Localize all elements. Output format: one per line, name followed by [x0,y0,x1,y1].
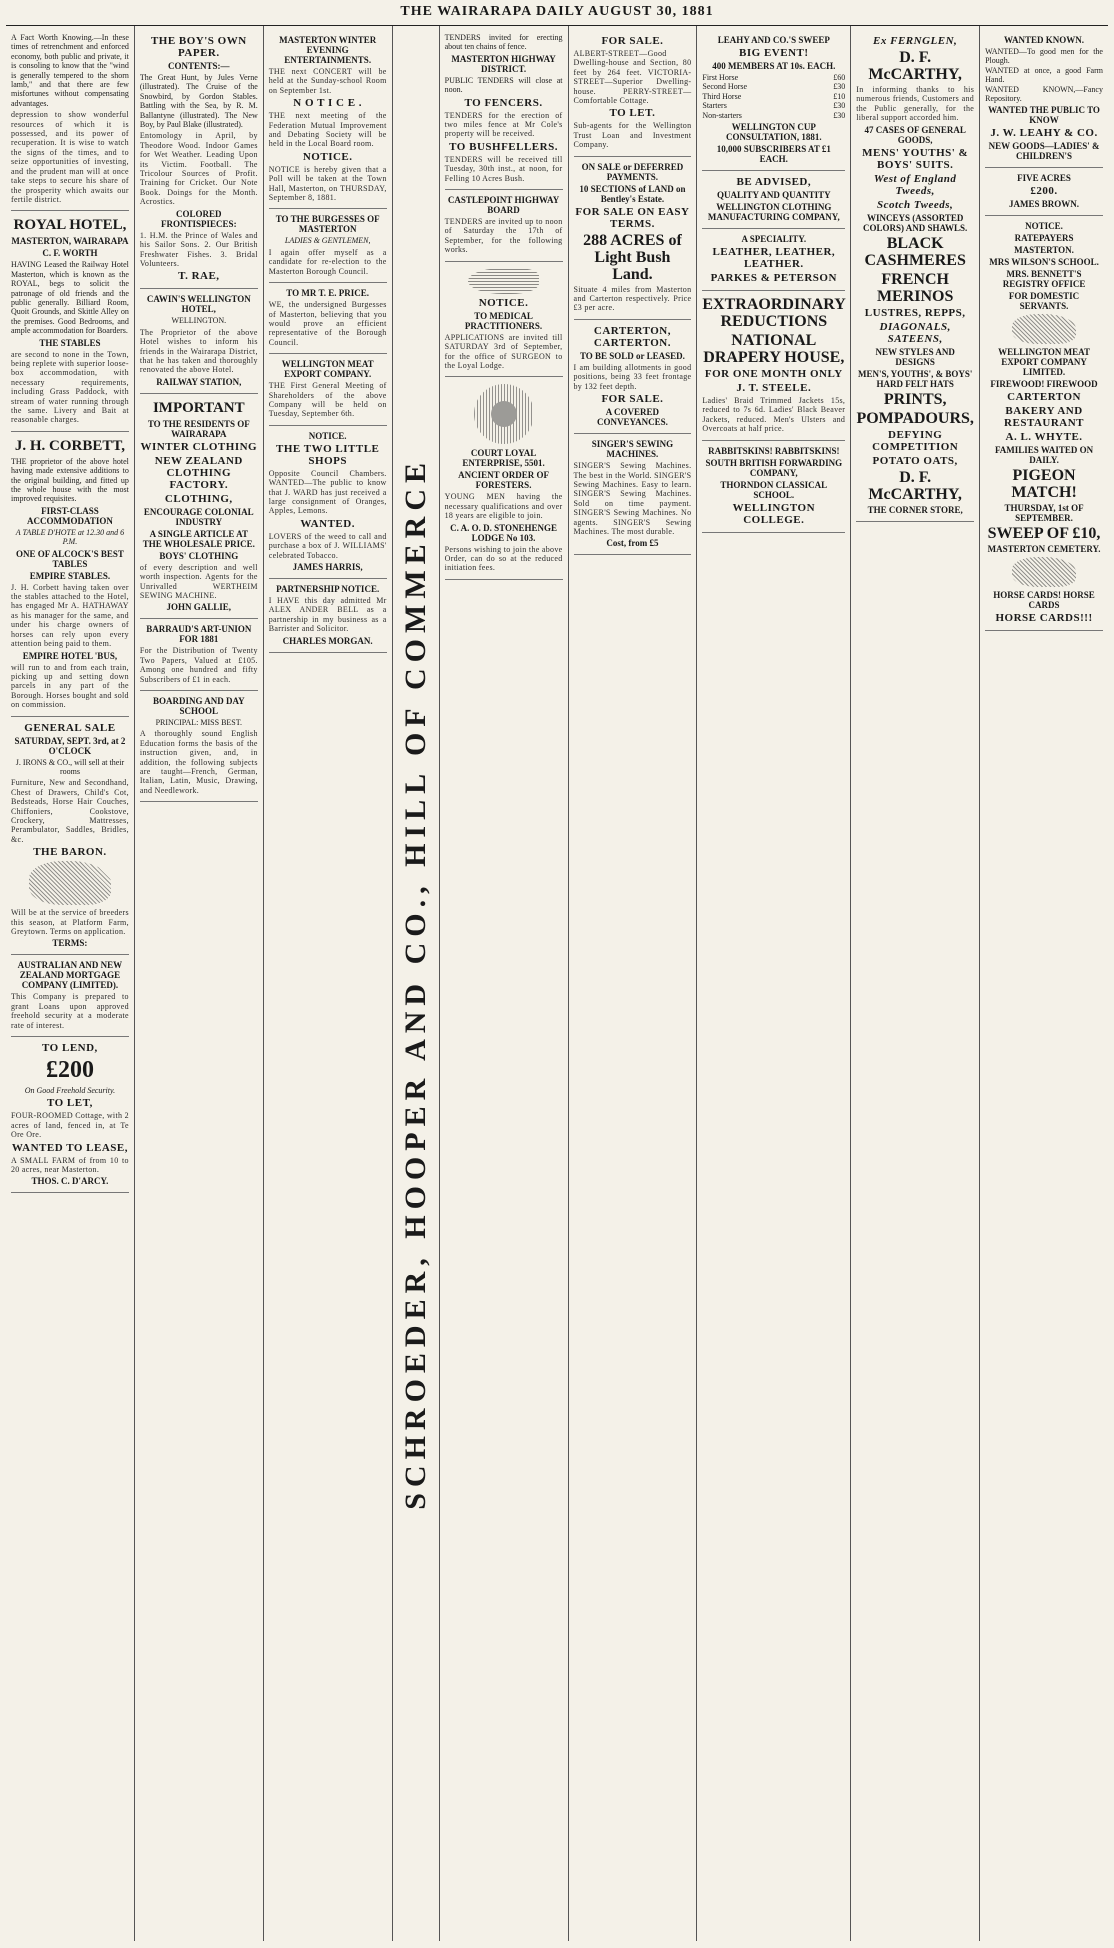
to-mr-price-heading: TO MR T. E. PRICE. [286,288,370,299]
boys-own-title: THE BOY'S OWN PAPER. [150,35,247,59]
column-5 [569,26,698,1941]
easy-terms-heading: FOR SALE ON EASY TERMS. [575,205,690,230]
stallion-notice: NOTICE. [1025,221,1063,232]
five-acres-heading: FIVE ACRES [1017,173,1071,184]
lend-ad: TO LEND, £200 On Good Freehold Security. TO LET, FOUR-ROOMED Cottage, with 2 acres of land, fenced in, at Te Ore Ore. WANTED TO LEASE, A SMALL FARM of from 10 to 20 acres, near Masterton. THOS. C. D'ARCY. [11,1037,129,1193]
masthead [6,4,1108,26]
pointing-hand-illustration [468,268,539,294]
meat-company-heading: WELLINGTON MEAT EXPORT COMPANY LIMITED. [998,347,1091,378]
prize-amount: £30 [833,82,846,92]
columns [6,26,1108,1941]
winter-clothing-ad: IMPORTANT TO THE RESIDENTS OF WAIRARAPA WINTER CLOTHING NEW ZEALAND CLOTHING FACTORY. CLOTHING, ENCOURAGE COLONIAL INDUSTRY A SINGLE ARTICLE AT THE WHOLESALE PRICE. BOYS' CLOTHING of every description and well worth inspection. Agents for the Unrivalled WERTHEIM SEWING MACHINE. JOHN GALLIE, [140,394,258,620]
royal-hotel-owner: C. F. WORTH [42,248,98,259]
conveyances-heading: A COVERED CONVEYANCES. [596,407,668,428]
two-shops-heading: THE TWO LITTLE SHOPS [275,442,380,467]
newspaper-title: THE WAIRARAPA DAILY AUGUST 30, 1881 [400,4,714,19]
bushfellers-heading: TO BUSHFELLERS. [449,140,558,153]
frontispieces-heading: COLORED FRONTISPIECES: [161,208,237,229]
singer-heading: SINGER'S SEWING MACHINES. [591,439,674,460]
royal-hotel-place: MASTERTON, WAIRARAPA [11,236,129,247]
prints-heading: PRINTS, [883,390,947,408]
leather-ad [702,229,845,291]
thursday-heading: THURSDAY, 1st OF SEPTEMBER. [1004,503,1084,524]
ladies-line: LADIES & GENTLEMEN, [284,236,371,246]
subscribers-heading: 10,000 SUBSCRIBERS AT £1 EACH. [716,144,831,165]
scotch-heading: Scotch Tweeds, [877,198,954,211]
carterton-heading-8: CARTERTON [1007,391,1081,404]
lend-amount: £200 [45,1057,94,1084]
partnership-ad: PARTNERSHIP NOTICE. I HAVE this day admitted Mr ALEX ANDER BELL as a partnership in my business as a Barrister and Solicitor. CHARLES MORGAN. [269,579,387,653]
leahy-signature: J. W. LEAHY & CO. [990,127,1098,140]
entertainments-ad: MASTERTON WINTER EVENING ENTERTAINMENTS. THE next CONCERT will be held at the Sunday-school Room on September 1st. N O T I C E . THE next meeting of the Federation Mutual Improvement and Debating Society will be held in the Local Board room. NOTICE. NOTICE is hereby given that a Poll will be taken at the Town Hall, Masterton, on THURSDAY, September 8, 1881. [269,30,387,209]
reductions-ad: EXTRAORDINARY REDUCTIONS NATIONAL DRAPERY HOUSE, FOR ONE MONTH ONLY J. T. STEELE. Ladies' Braid Trimmed Jackets 15s, reduced to 7s 6d. Ladies' Black Beaver Jackets, reduced. Men's Ulsters and Overcoats at half price. [702,291,845,441]
clothing-heading: CLOTHING, [164,492,233,505]
pigeon-match-heading: PIGEON MATCH! [1011,467,1077,502]
medical-heading: TO MEDICAL PRACTITIONERS. [464,310,543,331]
wanted-known-heading: WANTED KNOWN. [1004,35,1085,45]
boarding-heading: BOARDING AND DAY SCHOOL [152,696,245,716]
meat-export-heading: WELLINGTON MEAT EXPORT COMPANY. [281,359,374,380]
partnership-heading: PARTNERSHIP NOTICE. [276,584,380,594]
sheep-illustration [1012,314,1077,344]
misc-ads [985,216,1103,631]
railway-heading: RAILWAY STATION, [156,376,242,387]
wanted-heading: WANTED. [300,517,355,530]
horse-illustration-2 [1012,557,1077,587]
deferred-ad: ON SALE or DEFERRED PAYMENTS. 10 SECTIONS of LAND on Bentley's Estate. FOR SALE ON EASY TERMS. 288 ACRES of Light Bush Land. Situate 4 miles from Masterton and Carterton respectively. Price £3 per acre. [574,157,692,320]
wilson-school-heading: MRS WILSON'S SCHOOL. [989,257,1099,268]
members-heading: 400 MEMBERS AT 10s. EACH. [712,61,836,71]
new-styles-heading: NEW STYLES AND DESIGNS [875,346,955,367]
highway-heading: MASTERTON HIGHWAY DISTRICT. [451,53,556,74]
for-sale-ad: FOR SALE. ALBERT-STREET—Good Dwelling-house and Section, 80 feet by 264 feet. VICTORIA-STREET—Superior Dwelling-house. PERRY-STREET—Comfortable Cottage. TO LET. Sub-agents for the Wellington Trust Loan and Investment Company. [574,30,692,157]
prize-label: First Horse [702,73,739,82]
important-heading: IMPORTANT [152,399,245,416]
corbett-body: THE proprietor of the above hotel having made extensive additions to the original building, and fitted up the whole house with the most improved requisites. [11,456,129,504]
druids-heading: C. A. O. D. STONEHENGE LODGE No 103. [450,522,557,543]
french-merinos-heading: FRENCH MERINOS [876,270,954,305]
sweep-ad [702,30,845,171]
carterton-heading: CARTERTON, CARTERTON. [593,324,671,349]
potato-oats-heading: POTATO OATS, [872,454,958,467]
mccarthy-ad: Ex FERNGLEN, D. F. McCARTHY, In informing thanks to his numerous friends, Customers and the Public generally, for the liberal support accorded him. 47 CASES OF GENERAL GOODS, MENS' YOUTHS' & BOYS' SUITS. West of England Tweeds, Scotch Tweeds, WINCEYS (ASSORTED COLORS) AND SHAWLS. BLACK CASHMERES FRENCH MERINOS LUSTRES, REPPS, DIAGONALS, SATEENS, NEW STYLES AND DESIGNS MEN'S, YOUTHS', & BOYS' HARD FELT HATS PRINTS, POMPADOURS, DEFYING COMPETITION POTATO OATS, D. F. McCARTHY, THE CORNER STORE, [856,30,974,522]
black-cashmeres-heading: BLACK CASHMERES [864,234,966,269]
wanted-lease-heading: WANTED TO LEASE, [11,1141,128,1154]
consultation-heading: WELLINGTON CUP CONSULTATION, 1881. [726,122,822,143]
public-tenders-text: PUBLIC TENDERS will close at noon. [444,75,563,95]
prize-label: Non-starters [702,110,742,120]
tenders-ad: TENDERS invited for erecting about ten chains of fence. MASTERTON HIGHWAY DISTRICT. PUBLIC TENDERS will close at noon. TO FENCERS. TENDERS for the erection of two miles fence at Mr Cole's property will be received. TO BUSHFELLERS. TENDERS will be received till Tuesday, 30th inst., at noon, for Felling 10 Acres Bush. [445,30,563,190]
hand-notice-ad: NOTICE. TO MEDICAL PRACTITIONERS. APPLICATIONS are invited till SATURDAY 3rd of September, for the office of SURGEON to the Loyal Lodge. [445,262,563,378]
hats-heading: MEN'S, YOUTHS', & BOYS' HARD FELT HATS [857,368,973,389]
prize-row [702,111,845,120]
barraud-ad: BARRAUD'S ART-UNION FOR 1881 For the Distribution of Twenty Two Papers, Valued at £105. Among one hundred and fifty Subscribers of £1 in each. [140,619,258,691]
morgan-signature: CHARLES MORGAN. [282,635,373,646]
cawin-location: WELLINGTON. [171,316,227,326]
gallie-signature: JOHN GALLIE, [166,602,232,613]
table-dhote: A TABLE D'HOTE at 12.30 and 6 P.M. [15,527,125,547]
prize-amount: £10 [833,91,846,101]
national-drapery-heading: NATIONAL DRAPERY HOUSE, [703,332,845,367]
foresters-ad: COURT LOYAL ENTERPRISE, 5501. ANCIENT ORDER OF FORESTERS. YOUNG MEN having the necessary qualifications and over 18 years are eligible to join. C. A. O. D. STONEHENGE LODGE No 103. Persons wishing to join the above Order, can do so at the reduced initiation fees. [445,377,563,579]
horse-illustration [29,861,112,905]
new-goods-heading: NEW GOODS—LADIES' & CHILDREN'S [988,141,1100,162]
royal-hotel-body: HAVING Leased the Railway Hotel Masterton, which is known as the ROYAL, begs to solicit the patronage of old friends and the public generally. Billiard Room, Quoit Grounds, and Skittle Alley on the premises. Good Bedrooms, and ample accommodation for Boarders. [11,260,129,336]
castlepoint-heading: CASTLEPOINT HIGHWAY BOARD [447,195,560,216]
pompadours-heading: POMPADOURS, [856,409,974,427]
royal-hotel-title: ROYAL HOTEL, [13,217,127,234]
bakery-heading: BAKERY AND RESTAURANT [1004,405,1085,430]
diagonals-heading: DIAGONALS, SATEENS, [879,320,951,345]
baron-heading: THE BARON. [33,846,107,859]
james-harris-signature: JAMES HARRIS, [292,562,363,572]
firewood-heading: FIREWOOD! FIREWOOD [990,379,1098,390]
notice-heading: N O T I C E . [293,97,363,110]
fernglen-heading: Ex FERNGLEN, [873,35,958,47]
wanted-2: WANTED at once, a good Farm Hand. [985,65,1103,85]
sweep-heading: SWEEP OF £10, [987,525,1101,543]
sale-lease-heading: TO BE SOLD or LEASED. [579,350,685,361]
domestic-heading: FOR DOMESTIC SERVANTS. [1008,291,1080,312]
general-sale-ad: GENERAL SALE SATURDAY, SEPT. 3rd, at 2 O'CLOCK J. IRONS & CO., will sell at their rooms Furniture, New and Secondhand, Chest of Drawers, Child's Cot, Bedsteads, Horse Hair Couches, Chiffoniers, Cookstove, Crockery, Mattresses, Perambulator, Saddles, Bridles, &c. THE BARON. Will be at the service of breeders this season, at Platform Farm, Greytown. Terms on application. TERMS: [11,717,129,956]
terms-heading: TERMS: [52,938,88,949]
prize-amount: £30 [833,101,846,111]
cemetery-heading: MASTERTON CEMETERY. [987,544,1101,555]
prize-row [702,92,845,101]
defying-heading: DEFYING COMPETITION [872,428,959,453]
cawin-hotel-ad: CAWIN'S WELLINGTON HOTEL, WELLINGTON. The Proprietor of the above Hotel wishes to inform his friends in the Wairarapa District, that he has taken and thoroughly renovated the above Hotel. RAILWAY STATION, [140,289,258,393]
winter-clothing-heading: WINTER CLOTHING [140,440,258,453]
column-6 [697,26,851,1941]
five-acres-ad [985,168,1103,216]
registry-heading: MRS. BENNETT'S REGISTRY OFFICE [1002,269,1086,290]
prize-row [702,82,845,91]
big-event-heading: BIG EVENT! [739,47,809,59]
empire-heading: EMPIRE STABLES. [29,570,111,581]
deferred-heading: ON SALE or DEFERRED PAYMENTS. [581,161,684,182]
thorndon-heading: THORNDON CLASSICAL SCHOOL. [720,479,828,500]
general-goods-heading: 47 CASES OF GENERAL GOODS, [864,124,966,145]
empire-bus-heading: EMPIRE HOTEL 'BUS, [22,650,118,661]
stables-heading: THE STABLES [39,337,101,348]
winceys-heading: WINCEYS (ASSORTED COLORS) AND SHAWLS. [863,212,968,233]
darcy-signature: THOS. C. D'ARCY. [31,1176,109,1187]
to-let-heading: TO LET, [46,1097,93,1110]
speciality-heading: A SPECIALITY. [741,234,807,245]
principal-line: PRINCIPAL: MISS BEST. [155,718,243,727]
ray-signature: T. RAE, [178,270,220,283]
column-1 [6,26,135,1941]
fencers-heading: TO FENCERS. [464,96,543,109]
wanted-3: WANTED KNOWN,—Fancy Repository. [985,84,1103,104]
one-month-heading: FOR ONE MONTH ONLY [704,368,843,381]
barraud-heading: BARRAUD'S ART-UNION FOR 1881 [146,624,252,645]
column-2 [135,26,264,1941]
masterton-heading: MASTERTON. [1014,245,1074,256]
west-england-heading: West of England Tweeds, [873,172,957,197]
mccarthy-heading: D. F. McCARTHY, [868,49,962,83]
to-let-heading-5: TO LET. [609,107,656,120]
corner-store-heading: THE CORNER STORE, [867,504,963,515]
steele-signature: J. T. STEELE. [736,382,812,395]
lend-heading: TO LEND, [42,1042,98,1055]
acres-heading: 288 ACRES of Light Bush Land. [583,231,682,283]
clothing-co-heading: WELLINGTON CLOTHING MANUFACTURING COMPANY, [707,202,840,223]
ratepayers-heading: RATEPAYERS [1014,233,1074,244]
prize-label: Starters [702,101,727,111]
encourage-heading: ENCOURAGE COLONIAL INDUSTRY [143,506,254,527]
meat-export-ad: WELLINGTON MEAT EXPORT COMPANY. THE First General Meeting of Shareholders of the above Company will be held on Tuesday, September 6th. [269,354,387,426]
rabbitskins-ad [702,441,845,533]
carterton-ad: CARTERTON, CARTERTON. TO BE SOLD or LEASED. I am building allotments in good positions, being 33 feet frontage by 132 feet depth. FOR SALE. A COVERED CONVEYANCES. [574,320,692,434]
vertical-banner-text: SCHROEDER, HOOPER AND CO., HILL OF COMMERCE [398,457,432,1510]
single-article-heading: A SINGLE ARTICLE AT THE WHOLESALE PRICE. [142,528,255,549]
horse-cards-heading-2: HORSE CARDS!!! [995,612,1093,625]
wanted-public-heading: WANTED THE PUBLIC TO KNOW [988,105,1100,126]
prize-row [702,73,845,82]
shops-ad: NOTICE. THE TWO LITTLE SHOPS Opposite Council Chambers. WANTED—The public to know that J. WARD has just received a large consignment of Oranges, Apples, Lemons. WANTED. LOVERS of the weed to call and purchase a box of J. WILLIAMS' celebrated Tobacco. JAMES HARRIS, [269,426,387,579]
singer-ad: SINGER'S SEWING MACHINES. SINGER'S Sewing Machines. The best in the World. SINGER'S Sewing Machines. Easy to learn. SINGER'S Sewing Machines. Sold on time payment. SINGER'S Sewing Machines. No agents. SINGER'S Sewing Machines. The most durable. Cost, from £5 [574,434,692,555]
lead-article: A Fact Worth Knowing.—In these times of retrenchment and enforced economy, both public and private, it is consoling to know that the "wind is generally tempered to the shorn lamb," and that there are few misfortunes without compensating advantages. depression to show wonderful resources of which it is possessed, and its power of recuperation. It is wise to watch the signs of the times, and to seize opportunities of investing, and the prudent man will at once take steps to secure his share of the prosperity which awaits our fertile district. [11,30,129,211]
irons-line: J. IRONS & CO., will sell at their rooms [15,757,125,776]
mccarthy-heading-2: D. F. McCARTHY, [868,468,962,503]
cawin-title: CAWIN'S WELLINGTON HOTEL, [146,294,251,315]
alcock-heading: ONE OF ALCOCK'S BEST TABLES [15,548,124,569]
hand-notice-heading: NOTICE. [478,296,529,309]
residents-heading: TO THE RESIDENTS OF WAIRARAPA [147,418,250,439]
wanted-ads [985,30,1103,168]
lustres-heading: LUSTRES, REPPS, [864,306,966,319]
price-ad: TO MR T. E. PRICE. WE, the undersigned Burgesses of Masterton, believing that you would prove an efficient representative of the Borough Council. [269,283,387,354]
lead-text: A Fact Worth Knowing.—In these times of retrenchment and enforced economy, both public and private, it is consoling to know that the "wind is generally tempered to the shorn lamb," and that there are few misfortunes without compensating advantages. [11,33,129,108]
nz-factory-heading: NEW ZEALAND CLOTHING FACTORY. [154,454,243,491]
wanted-1: WANTED—To good men for the Plough. [985,47,1103,66]
prize-amount: £30 [833,110,846,120]
burgesses-ad: TO THE BURGESSES OF MASTERTON LADIES & GENTLEMEN, I again offer myself as a candidate for re-election to the Masterton Borough Council. [269,209,387,283]
lend-sub: On Good Freehold Security. [24,1086,116,1096]
castlepoint-ad: CASTLEPOINT HIGHWAY BOARD TENDERS are invited up to noon of Saturday the 17th of September, for the following works. [445,190,563,262]
notice-heading-2: NOTICE. [302,150,353,163]
court-heading: COURT LOYAL ENTERPRISE, 5501. [462,448,545,469]
whyte-signature: A. L. WHYTE. [1005,431,1083,444]
rabbitskins-heading: RABBITSKINS! RABBITSKINS! [708,445,840,456]
boarding-ad: BOARDING AND DAY SCHOOL PRINCIPAL: MISS BEST. A thoroughly sound English Education forms the basis of the instruction given, and, in addition, the following subjects are taught—French, German, Italian, Latin, Music, Drawing, and Needlework. [140,691,258,802]
prize-label: Third Horse [702,91,742,101]
foresters-crest [474,384,534,444]
column-3 [264,26,393,1941]
mortgage-ad: AUSTRALIAN AND NEW ZEALAND MORTGAGE COMPANY (LIMITED). This Company is prepared to grant Loans upon approved freehold security at a moderate rate of interest. [11,955,129,1037]
advised-ad [702,171,845,229]
for-sale-heading-2: FOR SALE. [601,393,664,406]
contents-heading: CONTENTS:— [168,61,230,71]
corbett-title: J. H. CORBETT, [14,437,126,454]
quality-heading: QUALITY AND QUANTITY [716,190,831,201]
tenders-text: TENDERS invited for erecting about ten chains of fence. [444,33,563,52]
boys-own-body: The Great Hunt, by Jules Verne (illustrated). The Cruise of the Snowbird, by Gordon Stables. Battling with the Sea, by R. M. Ballantyne (illustrated). The New Boy, by Paul Blake (illustrated). [139,73,258,130]
column-7 [851,26,980,1941]
general-sale-title: GENERAL SALE [24,721,116,734]
families-heading: FAMILIES WAITED ON DAILY. [994,445,1094,466]
james-brown-signature: JAMES BROWN. [1009,199,1080,210]
extraordinary-heading: EXTRAORDINARY REDUCTIONS [702,296,846,331]
suits-heading: MENS' YOUTHS' & BOYS' SUITS. [862,146,969,171]
boys-clothing-heading: BOYS' CLOTHING [159,550,239,561]
forwarding-heading: SOUTH BRITISH FORWARDING COMPANY, [705,457,843,478]
cost-heading: Cost, from £5 [606,538,659,549]
first-class-heading: FIRST-CLASS ACCOMMODATION [27,505,113,526]
advised-heading: BE ADVISED, [736,176,812,189]
burgesses-heading: TO THE BURGESSES OF MASTERTON [275,214,380,235]
parkes-heading: PARKES & PETERSON [710,272,837,285]
for-sale-heading: FOR SALE. [601,35,664,47]
wellington-college-heading: WELLINGTON COLLEGE. [732,501,816,526]
foresters-heading: ANCIENT ORDER OF FORESTERS. [458,470,549,491]
general-sale-date: SATURDAY, SEPT. 3rd, at 2 O'CLOCK [14,735,126,756]
boys-own-ad: THE BOY'S OWN PAPER. CONTENTS:— The Great Hunt, by Jules Verne (illustrated). The Cruise of the Snowbird, by Gordon Stables. Battling with the Sea, by R. M. Ballantyne (illustrated). The New Boy, by Paul Blake (illustrated). Entomology in April, by Theodore Wood. Indoor Games for Wet Weather. Leading Upon its Victim. Football. The Tricolour Sources of Profit. Training for Cricket. Our Note Book. Doings for the Month. Acrostics. COLORED FRONTISPIECES: 1. H.M. the Prince of Wales and his Sailor Sons. 2. Our British Freshwater Fishes. 3. Bridal Volunteers. T. RAE, [140,30,258,289]
column-4 [440,26,569,1941]
vertical-banner [393,26,440,1941]
royal-hotel-ad: ROYAL HOTEL, MASTERTON, WAIRARAPA C. F. WORTH HAVING Leased the Railway Hotel Masterton, which is known as the ROYAL, begs to solicit the patronage of old friends and the public generally. Billiard Room, Quoit Grounds, and Skittle Alley on the premises. Good Bedrooms, and ample accommodation for Boarders. THE STABLES are second to none in the Town, being replete with superior loose-box accommodation, with necessary requirements, including Grass Paddock, with stream of water running through the same. Livery and Bait at reasonable charges. [11,211,129,432]
corbett-ad: J. H. CORBETT, THE proprietor of the above hotel having made extensive additions to the original building, and fitted up the whole house with the most improved requisites. FIRST-CLASS ACCOMMODATION A TABLE D'HOTE at 12.30 and 6 P.M. ONE OF ALCOCK'S BEST TABLES EMPIRE STABLES. J. H. Corbett having taken over the stables attached to the Hotel, has engaged Mr A. HATHAWAY as his manager for the same, and under his charge owners of horses can rely upon every attention being paid to them. EMPIRE HOTEL 'BUS, will run to and from each train, picking up and setting down parcels in any part of the Borough. Horses bought and sold on commission. [11,432,129,717]
leather-heading: LEATHER, LEATHER, LEATHER. [712,246,836,271]
prize-row [702,101,845,110]
five-acres-price: £200. [1030,185,1058,198]
sections-heading: 10 SECTIONS of LAND on Bentley's Estate. [579,183,686,204]
shops-notice-heading: NOTICE. [308,430,347,441]
mortgage-title: AUSTRALIAN AND NEW ZEALAND MORTGAGE COMPANY (LIMITED). [17,960,123,991]
column-8 [980,26,1108,1941]
prize-table [702,73,845,120]
horse-cards-heading: HORSE CARDS! HORSE CARDS [993,590,1095,611]
entertainments-heading: MASTERTON WINTER EVENING ENTERTAINMENTS. [279,35,377,65]
prize-amount: £60 [833,73,846,82]
prize-label: Second Horse [702,82,748,92]
leahy-heading: LEAHY AND CO.'S SWEEP [717,35,830,45]
